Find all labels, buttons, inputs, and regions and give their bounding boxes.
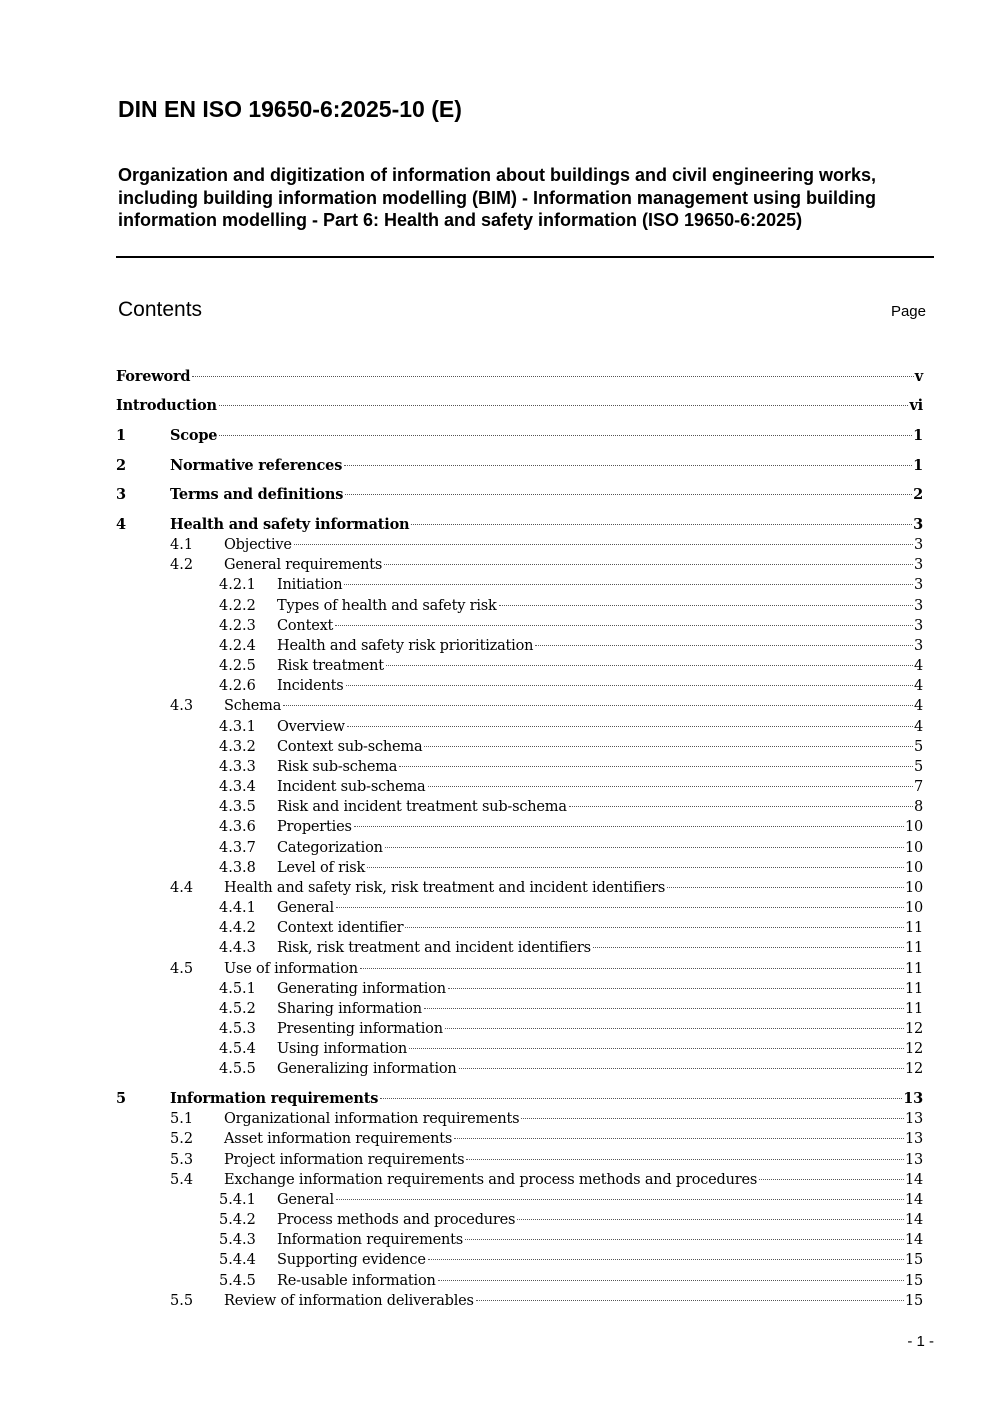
toc-entry-title: Asset information requirements bbox=[224, 1131, 453, 1147]
toc-entry-page: 10 bbox=[904, 840, 923, 856]
toc-entry-number: 4.2.3 bbox=[219, 618, 256, 634]
toc-entry-page: 4 bbox=[913, 698, 923, 714]
toc-entry[interactable] bbox=[170, 515, 923, 535]
toc-entry[interactable] bbox=[170, 456, 923, 476]
toc-dot-leader bbox=[345, 494, 912, 495]
toc-entry-number: 4.5.2 bbox=[219, 1001, 256, 1017]
toc-entry-page: 12 bbox=[904, 1021, 923, 1037]
toc-dot-leader bbox=[569, 806, 913, 807]
page-number: - 1 - bbox=[907, 1333, 934, 1350]
toc-entry-title: Review of information deliverables bbox=[224, 1293, 474, 1309]
toc-entry-page: 5 bbox=[913, 739, 923, 755]
toc-dot-leader bbox=[336, 907, 904, 908]
contents-heading: Contents bbox=[118, 298, 203, 321]
toc-entry[interactable] bbox=[277, 676, 923, 696]
toc-entry[interactable] bbox=[277, 938, 923, 958]
toc-entry-number: 4.2.5 bbox=[219, 658, 256, 674]
toc-entry-page: 1 bbox=[913, 457, 923, 474]
toc-dot-leader bbox=[424, 746, 913, 747]
toc-entry-page: 3 bbox=[913, 638, 923, 654]
toc-entry-number: 5.5 bbox=[170, 1293, 194, 1309]
toc-entry-title: Organizational information requirements bbox=[224, 1111, 520, 1127]
title-rule bbox=[116, 256, 934, 258]
toc-entry[interactable] bbox=[170, 485, 923, 505]
toc-dot-leader bbox=[428, 1259, 904, 1260]
toc-entry-page: 13 bbox=[903, 1090, 923, 1107]
toc-entry-title: Risk, risk treatment and incident identifiers bbox=[277, 940, 591, 956]
toc-entry-page: 12 bbox=[904, 1061, 923, 1077]
toc-dot-leader bbox=[759, 1179, 904, 1180]
toc-entry-page: 11 bbox=[904, 961, 923, 977]
toc-entry-page: 10 bbox=[904, 880, 923, 896]
toc-dot-leader bbox=[385, 847, 904, 848]
toc-entry-page: 4 bbox=[913, 678, 923, 694]
toc-entry-title: Overview bbox=[277, 719, 345, 735]
toc-entry[interactable] bbox=[277, 636, 923, 656]
toc-entry-title: Properties bbox=[277, 819, 352, 835]
toc-entry-number: 3 bbox=[116, 486, 127, 503]
toc-entry[interactable] bbox=[224, 696, 923, 716]
toc-entry-page: 10 bbox=[904, 900, 923, 916]
toc-entry-title: Risk treatment bbox=[277, 658, 384, 674]
toc-entry[interactable] bbox=[224, 1291, 923, 1311]
toc-entry-page: 4 bbox=[913, 658, 923, 674]
toc-entry-number: 4.2.1 bbox=[219, 577, 256, 593]
toc-entry-title: Foreword bbox=[116, 368, 191, 385]
toc-entry-title: Types of health and safety risk bbox=[277, 598, 497, 614]
toc-entry-page: 12 bbox=[904, 1041, 923, 1057]
toc-entry-number: 4.3.7 bbox=[219, 840, 256, 856]
toc-entry-number: 4.5 bbox=[170, 961, 194, 977]
toc-dot-leader bbox=[386, 665, 913, 666]
toc-entry-page: 2 bbox=[913, 486, 923, 503]
toc-entry-page: 14 bbox=[904, 1172, 923, 1188]
document-id: DIN EN ISO 19650-6:2025-10 (E) bbox=[118, 96, 462, 122]
toc-entry[interactable] bbox=[170, 1089, 923, 1109]
toc-entry-page: 14 bbox=[904, 1192, 923, 1208]
toc-dot-leader bbox=[517, 1219, 904, 1220]
toc-entry[interactable] bbox=[170, 426, 923, 446]
toc-entry[interactable] bbox=[277, 596, 923, 616]
toc-entry-page: 5 bbox=[913, 759, 923, 775]
toc-dot-leader bbox=[499, 605, 913, 606]
toc-dot-leader bbox=[344, 584, 913, 585]
toc-entry-title: Generating information bbox=[277, 981, 446, 997]
toc-entry-number: 5.1 bbox=[170, 1111, 194, 1127]
toc-entry-page: 8 bbox=[913, 799, 923, 815]
toc-entry-title: Categorization bbox=[277, 840, 383, 856]
document-title: Organization and digitization of information about buildings and civil engineering works, including building information modelling (BIM) - Information management using building information modelling - Part 6: Health and safety information (ISO 19650-6:2025) bbox=[118, 165, 877, 230]
toc-entry[interactable] bbox=[224, 1150, 923, 1170]
toc-entry-title: Incidents bbox=[277, 678, 344, 694]
toc-entry-page: 15 bbox=[904, 1252, 923, 1268]
toc-entry-page: 10 bbox=[904, 860, 923, 876]
toc-dot-leader bbox=[521, 1118, 904, 1119]
toc-entry-page: 1 bbox=[913, 427, 923, 444]
toc-dot-leader bbox=[347, 726, 913, 727]
toc-entry[interactable] bbox=[277, 858, 923, 878]
toc-entry-title: Process methods and procedures bbox=[277, 1212, 516, 1228]
toc-entry-title: Level of risk bbox=[277, 860, 366, 876]
toc-dot-leader bbox=[454, 1138, 904, 1139]
toc-entry[interactable] bbox=[116, 367, 923, 387]
toc-dot-leader bbox=[476, 1300, 904, 1301]
toc-dot-leader bbox=[336, 1199, 904, 1200]
toc-dot-leader bbox=[445, 1028, 904, 1029]
toc-entry-page: 3 bbox=[913, 537, 923, 553]
toc-entry-page: 11 bbox=[904, 981, 923, 997]
toc-entry-title: Sharing information bbox=[277, 1001, 422, 1017]
toc-entry-title: Terms and definitions bbox=[170, 486, 344, 503]
toc-dot-leader bbox=[346, 685, 913, 686]
toc-entry[interactable] bbox=[277, 999, 923, 1019]
toc-dot-leader bbox=[219, 405, 909, 406]
toc-entry-title: Context identifier bbox=[277, 920, 404, 936]
toc-entry-number: 4.3 bbox=[170, 698, 194, 714]
toc-dot-leader bbox=[466, 1159, 904, 1160]
toc-entry-page: 3 bbox=[913, 618, 923, 634]
toc-entry[interactable] bbox=[277, 1019, 923, 1039]
toc-entry[interactable] bbox=[224, 959, 923, 979]
toc-entry-title: Re-usable information bbox=[277, 1273, 436, 1289]
toc-entry[interactable] bbox=[277, 656, 923, 676]
toc-entry-number: 4.2.6 bbox=[219, 678, 256, 694]
toc-entry-title: Information requirements bbox=[277, 1232, 464, 1248]
toc-dot-leader bbox=[405, 927, 904, 928]
toc-entry-title: Normative references bbox=[170, 457, 343, 474]
toc-entry-number: 4.3.2 bbox=[219, 739, 256, 755]
toc-entry-number: 4.3.5 bbox=[219, 799, 256, 815]
toc-entry-title: Schema bbox=[224, 698, 282, 714]
toc-entry-number: 5.4.4 bbox=[219, 1252, 256, 1268]
toc-entry-page: 15 bbox=[904, 1293, 923, 1309]
toc-entry-number: 4.2 bbox=[170, 557, 194, 573]
toc-dot-leader bbox=[354, 826, 904, 827]
toc-dot-leader bbox=[428, 786, 913, 787]
toc-entry-number: 5.4.2 bbox=[219, 1212, 256, 1228]
toc-dot-leader bbox=[344, 465, 912, 466]
toc-entry[interactable] bbox=[277, 979, 923, 999]
toc-entry-number: 4.5.4 bbox=[219, 1041, 256, 1057]
toc-entry-title: Project information requirements bbox=[224, 1152, 465, 1168]
toc-entry[interactable] bbox=[277, 838, 923, 858]
toc-entry[interactable] bbox=[277, 1271, 923, 1291]
toc-entry-page: 4 bbox=[913, 719, 923, 735]
toc-entry-number: 4.4.3 bbox=[219, 940, 256, 956]
toc-entry-title: General bbox=[277, 1192, 334, 1208]
toc-entry-number: 4.3.1 bbox=[219, 719, 256, 735]
toc-entry-number: 4.2.4 bbox=[219, 638, 256, 654]
toc-entry-page: 11 bbox=[904, 1001, 923, 1017]
toc-entry-title: Scope bbox=[170, 427, 218, 444]
toc-entry-title: Health and safety risk, risk treatment and incident identifiers bbox=[224, 880, 666, 896]
toc-entry-title: Initiation bbox=[277, 577, 343, 593]
toc-entry-page: v bbox=[914, 368, 923, 385]
toc-entry-page: 3 bbox=[913, 598, 923, 614]
toc-entry[interactable] bbox=[277, 817, 923, 837]
toc-dot-leader bbox=[360, 968, 904, 969]
toc-entry-number: 4.4.1 bbox=[219, 900, 256, 916]
toc-entry-title: Risk sub-schema bbox=[277, 759, 398, 775]
toc-entry[interactable] bbox=[277, 1190, 923, 1210]
toc-entry[interactable] bbox=[277, 1039, 923, 1059]
toc-entry-page: 15 bbox=[904, 1273, 923, 1289]
toc-dot-leader bbox=[399, 766, 913, 767]
toc-entry-page: 13 bbox=[904, 1152, 923, 1168]
toc-entry-number: 1 bbox=[116, 427, 127, 444]
toc-entry-number: 2 bbox=[116, 457, 127, 474]
toc-dot-leader bbox=[667, 887, 904, 888]
toc-entry-number: 4.3.6 bbox=[219, 819, 256, 835]
toc-entry[interactable] bbox=[277, 1210, 923, 1230]
toc-entry[interactable] bbox=[224, 878, 923, 898]
toc-entry-page: 10 bbox=[904, 819, 923, 835]
toc-entry[interactable] bbox=[277, 777, 923, 797]
toc-entry[interactable] bbox=[277, 757, 923, 777]
toc-entry-title: Information requirements bbox=[170, 1090, 379, 1107]
toc-entry-number: 5.2 bbox=[170, 1131, 194, 1147]
toc-dot-leader bbox=[283, 705, 913, 706]
toc-dot-leader bbox=[219, 435, 912, 436]
page-column-label: Page bbox=[890, 303, 926, 320]
toc-entry-number: 5.4.5 bbox=[219, 1273, 256, 1289]
toc-dot-leader bbox=[192, 376, 913, 377]
toc-entry-title: Context bbox=[277, 618, 334, 634]
toc-entry-title: Presenting information bbox=[277, 1021, 443, 1037]
toc-entry-number: 4.4.2 bbox=[219, 920, 256, 936]
toc-entry[interactable] bbox=[277, 737, 923, 757]
toc-entry[interactable] bbox=[277, 616, 923, 636]
toc-entry[interactable] bbox=[277, 898, 923, 918]
toc-entry-page: 13 bbox=[904, 1131, 923, 1147]
toc-dot-leader bbox=[438, 1280, 904, 1281]
toc-entry[interactable] bbox=[277, 918, 923, 938]
toc-entry-number: 5.4.1 bbox=[219, 1192, 256, 1208]
toc-dot-leader bbox=[424, 1008, 904, 1009]
toc-entry-number: 5.3 bbox=[170, 1152, 194, 1168]
toc-entry-number: 5.4 bbox=[170, 1172, 194, 1188]
toc-entry-title: Health and safety risk prioritization bbox=[277, 638, 534, 654]
toc-entry-page: 3 bbox=[913, 577, 923, 593]
toc-entry-number: 5.4.3 bbox=[219, 1232, 256, 1248]
toc-dot-leader bbox=[459, 1068, 904, 1069]
toc-entry[interactable] bbox=[116, 396, 923, 416]
toc-entry-number: 4.5.1 bbox=[219, 981, 256, 997]
toc-entry[interactable] bbox=[277, 1230, 923, 1250]
toc-entry[interactable] bbox=[277, 717, 923, 737]
toc-entry-title: Exchange information requirements and process methods and procedures bbox=[224, 1172, 758, 1188]
toc-entry-title: General bbox=[277, 900, 334, 916]
toc-entry-number: 4.1 bbox=[170, 537, 194, 553]
toc-dot-leader bbox=[380, 1098, 902, 1099]
toc-entry[interactable] bbox=[277, 1059, 923, 1079]
toc-dot-leader bbox=[409, 1048, 904, 1049]
toc-entry-title: Use of information bbox=[224, 961, 358, 977]
toc-entry[interactable] bbox=[224, 555, 923, 575]
toc-entry-number: 4.4 bbox=[170, 880, 194, 896]
toc-entry-title: Objective bbox=[224, 537, 292, 553]
toc-entry-page: 7 bbox=[913, 779, 923, 795]
toc-entry-title: Risk and incident treatment sub-schema bbox=[277, 799, 567, 815]
toc-entry-title: Using information bbox=[277, 1041, 408, 1057]
toc-dot-leader bbox=[335, 625, 913, 626]
toc-entry[interactable] bbox=[224, 535, 923, 555]
toc-entry[interactable] bbox=[277, 797, 923, 817]
toc-dot-leader bbox=[448, 988, 904, 989]
toc-entry-title: Supporting evidence bbox=[277, 1252, 426, 1268]
toc-entry-number: 4.3.8 bbox=[219, 860, 256, 876]
toc-entry-number: 4.5.3 bbox=[219, 1021, 256, 1037]
toc-entry-page: 11 bbox=[904, 940, 923, 956]
toc-entry-page: 14 bbox=[904, 1232, 923, 1248]
toc-entry-title: General requirements bbox=[224, 557, 383, 573]
toc-entry[interactable] bbox=[224, 1109, 923, 1129]
toc-dot-leader bbox=[367, 867, 904, 868]
toc-entry-number: 4.5.5 bbox=[219, 1061, 256, 1077]
toc-entry[interactable] bbox=[277, 575, 923, 595]
toc-entry-number: 4 bbox=[116, 516, 127, 533]
toc-entry-title: Incident sub-schema bbox=[277, 779, 426, 795]
toc-entry-page: 13 bbox=[904, 1111, 923, 1127]
toc-entry[interactable] bbox=[224, 1129, 923, 1149]
toc-entry-title: Health and safety information bbox=[170, 516, 410, 533]
toc-dot-leader bbox=[384, 564, 913, 565]
toc-entry-page: 3 bbox=[913, 516, 923, 533]
toc-dot-leader bbox=[593, 947, 904, 948]
toc-dot-leader bbox=[411, 524, 912, 525]
toc-dot-leader bbox=[294, 544, 913, 545]
toc-entry-title: Context sub-schema bbox=[277, 739, 423, 755]
toc-entry[interactable] bbox=[224, 1170, 923, 1190]
toc-entry-number: 4.2.2 bbox=[219, 598, 256, 614]
toc-entry-number: 4.3.3 bbox=[219, 759, 256, 775]
toc-entry-page: 3 bbox=[913, 557, 923, 573]
toc-entry-number: 4.3.4 bbox=[219, 779, 256, 795]
toc-entry-page: vi bbox=[909, 397, 923, 414]
toc-dot-leader bbox=[535, 645, 913, 646]
toc-entry-page: 14 bbox=[904, 1212, 923, 1228]
toc-dot-leader bbox=[465, 1239, 904, 1240]
toc-entry-page: 11 bbox=[904, 920, 923, 936]
toc-entry-title: Introduction bbox=[116, 397, 217, 414]
toc-entry[interactable] bbox=[277, 1250, 923, 1270]
toc-entry-title: Generalizing information bbox=[277, 1061, 457, 1077]
toc-entry-number: 5 bbox=[116, 1090, 127, 1107]
